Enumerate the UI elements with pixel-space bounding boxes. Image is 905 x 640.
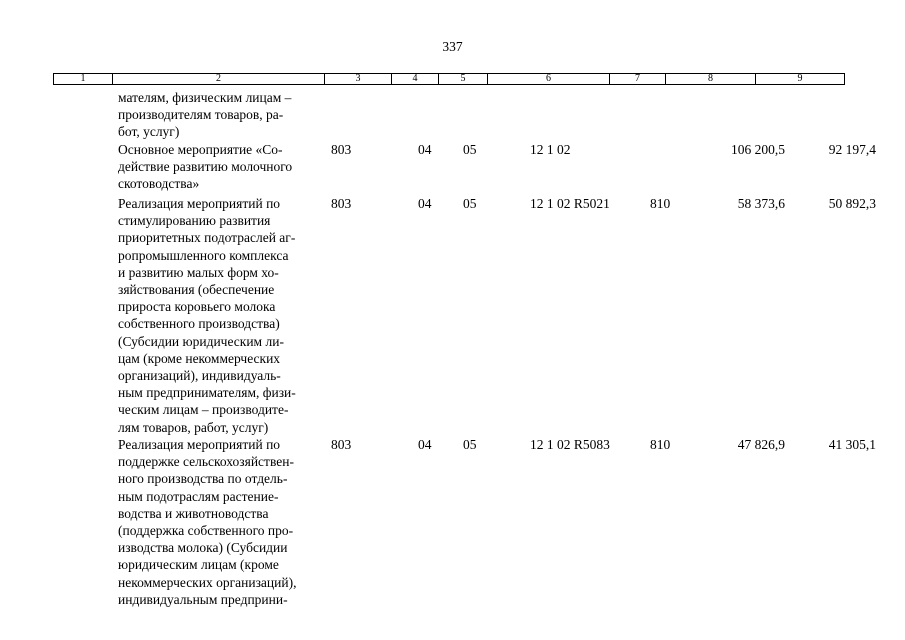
description-line: ропромышленного комплекса [118, 247, 289, 263]
column-header-4: 4 [391, 73, 438, 85]
row-description [118, 436, 330, 608]
cell-col3: 803 [331, 196, 352, 211]
column-header-6: 6 [487, 73, 609, 85]
description-line: бот, услуг) [118, 124, 180, 140]
cell-col8: 47 826,9 [737, 437, 785, 452]
cell-col7: 810 [650, 437, 671, 452]
description-line: стимулированию развития [118, 213, 271, 229]
description-line: Основное мероприятие «Со- [118, 142, 283, 157]
page-number: 337 [442, 39, 463, 54]
column-header-7: 7 [609, 73, 665, 85]
row-description [118, 141, 330, 193]
cell-col6: 12 1 02 R5021 [530, 196, 610, 211]
cell-col6: 12 1 02 [530, 142, 571, 157]
column-header-1: 1 [53, 73, 112, 85]
description-line: лям товаров, работ, услуг) [118, 419, 269, 435]
cell-col9: 50 892,3 [828, 196, 876, 211]
row-description [118, 195, 330, 436]
cell-col4: 04 [418, 196, 432, 211]
table-header-row [53, 73, 845, 85]
column-header-2: 2 [112, 73, 324, 85]
description-line: ным подотраслям растение- [118, 488, 279, 504]
cell-col5: 05 [463, 437, 477, 452]
description-line: скотоводства» [118, 176, 200, 192]
table-row [0, 195, 905, 436]
cell-col4: 04 [418, 437, 432, 452]
column-header-3: 3 [324, 73, 391, 85]
cell-col5: 05 [463, 196, 477, 211]
description-line: мателям, физическим лицам – [118, 90, 292, 105]
description-line: организаций), индивидуаль- [118, 368, 281, 384]
description-line: ного производства по отдель- [118, 471, 288, 487]
row-description [118, 89, 330, 141]
cell-col3: 803 [331, 142, 352, 157]
table-row [0, 89, 905, 141]
description-line: Реализация мероприятий по [118, 196, 281, 211]
description-line: и развитию малых форм хо- [118, 264, 279, 280]
description-line: (поддержка собственного про- [118, 523, 294, 539]
table-row [0, 436, 905, 608]
description-line: водства и животноводства [118, 505, 269, 521]
description-line: производителям товаров, ра- [118, 107, 284, 123]
cell-col9: 92 197,4 [828, 142, 876, 157]
cell-col8: 106 200,5 [731, 142, 785, 157]
table-row [0, 141, 905, 195]
column-header-5: 5 [438, 73, 487, 85]
description-line: собственного производства) [118, 316, 280, 332]
column-header-8: 8 [665, 73, 755, 85]
description-line: ным предпринимателям, физи- [118, 385, 296, 401]
cell-col5: 05 [463, 142, 477, 157]
description-line: зяйствования (обеспечение [118, 282, 275, 298]
cell-col7: 810 [650, 196, 671, 211]
description-line: приоритетных подотраслей аг- [118, 230, 296, 246]
description-line: поддержке сельскохозяйствен- [118, 454, 294, 470]
cell-col8: 58 373,6 [737, 196, 785, 211]
cell-col6: 12 1 02 R5083 [530, 437, 610, 452]
cell-col9: 41 305,1 [828, 437, 876, 452]
description-line: Реализация мероприятий по [118, 437, 281, 452]
description-line: изводства молока) (Субсидии [118, 540, 288, 556]
description-line: цам (кроме некоммерческих [118, 350, 281, 366]
description-line: некоммерческих организаций), [118, 574, 297, 590]
column-header-9: 9 [755, 73, 845, 85]
cell-col3: 803 [331, 437, 352, 452]
table-body [0, 89, 905, 608]
description-line: ческим лицам – производите- [118, 402, 289, 418]
description-line: (Субсидии юридическим ли- [118, 333, 284, 349]
description-line: индивидуальным предприни- [118, 591, 288, 607]
description-line: прироста коровьего молока [118, 299, 276, 315]
cell-col4: 04 [418, 142, 432, 157]
description-line: юридическим лицам (кроме [118, 557, 279, 573]
description-line: действие развитию молочного [118, 159, 293, 175]
